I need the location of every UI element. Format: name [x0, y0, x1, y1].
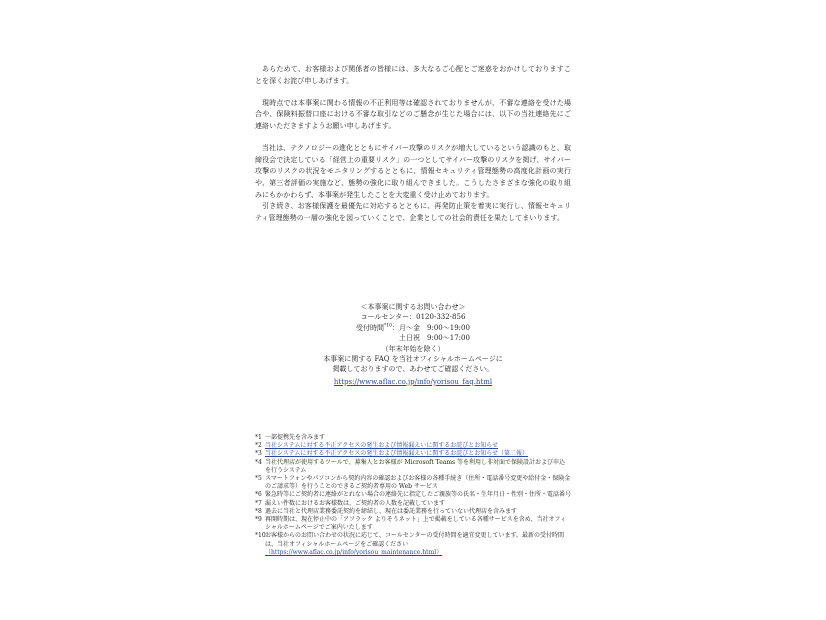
maintenance-link[interactable]: （https://www.aflac.co.jp/info/yorisou_maintenance.html） — [265, 548, 443, 556]
body-text — [255, 64, 571, 224]
hours-note: （年末年始を除く） — [381, 344, 445, 353]
footnote-item: *5 スマートフォンやパソコンから契約内容の確認およびお客様の各種手続き（住所・電話番号変更や給付金・保険金のご請求等）を行うことのできるご契約者専用の Web サービス — [255, 475, 571, 491]
contact-heading: ＜本事案に関するお問い合わせ＞ — [360, 303, 466, 311]
hours-weekday-text: ：月～金 9:00～19:00 — [392, 323, 470, 332]
footnote-item: *8 過去に当社と代理店業務委託契約を締結し、現在は委託業務を行っていない代理店を含みます — [255, 507, 518, 515]
footnote-item: *9 再開時期は、現在停止中の「アフラック よりそうネット」上で掲載をしている各種サービスを含め、当社オフィシャルホームページでご案内いたします — [255, 516, 566, 532]
contact-section — [255, 302, 571, 387]
footnote-item: *4 当社代理店が使用するツールで、募集人とお客様が Microsoft Teams 等を利用し非対面で保険設計および申込を行うシステム — [255, 458, 566, 474]
faq-note-line2: 掲載しておりますので、あわせてご確認ください。 — [332, 365, 494, 374]
hours-label: 受付時間 — [356, 323, 385, 332]
footnote-text: お客様からのお問い合わせの状況に応じて、コールセンターの受付時間を適宜変更しています。最新の受付時間は、当社オフィシャルホームページをご確認ください — [265, 532, 565, 548]
call-center-number: コールセンター：0120-332-856 — [360, 313, 466, 322]
footnote-item: *2 当社システムに対する不正アクセスの発生および情報漏えいに関するお詫びとお知らせ — [255, 442, 571, 450]
hours-weekday — [356, 323, 470, 333]
footnote-item: *6 緊急時等にご契約者に連絡がとれない場合の連絡先に指定したご親族等の氏名・生年月日・性別・住所・電話番号 — [255, 491, 572, 499]
footnote-item: *3 当社システムに対する不正アクセスの発生および情報漏えいに関するお詫びとお知らせ（第二報） — [255, 450, 571, 458]
paragraph-security-efforts: 当社は、テクノロジーの進化とともにサイバー攻撃のリスクが増大しているという認識のもと、取締役会で決定している「経営上の重要リスク」の一つとしてサイバー攻撃のリスクを掲げ、サイバー攻撃のリスクの状況をモニタリングするとともに、情報セキュリティ管理態勢の高度化計画の実行や、第三者評価の実施など、態勢の強化に取り組んできました。こうしたさまざまな強化の取り組みにもかかわらず、本事案が発生したことを大変重く受け止めております。 — [255, 144, 572, 199]
paragraph-apology: あらためて、お客様および関係者の皆様には、多大なるご心配とご迷惑をおかけしておりますことを深くお詫び申しあげます。 — [255, 65, 571, 85]
footnote-item: *1 一部提携先を含みます — [255, 434, 326, 441]
footnote-item: *7 漏えい件数におけるお客様数は、ご契約者の人数を記載しています — [255, 499, 446, 507]
footnotes — [255, 434, 571, 557]
footnote-link-first-report[interactable]: 当社システムに対する不正アクセスの発生および情報漏えいに関するお詫びとお知らせ — [265, 442, 499, 450]
paragraph-contact-request: 現時点では本事案に関わる情報の不正利用等は確認されておりませんが、不審な連絡を受けた場合や、保険料振替口座における不審な取引などのご懸念が生じた場合には、以下の当社連絡先にご連絡いただきますようお願い申しあげます。 — [255, 98, 571, 130]
hours-weekend: 土日祝 9:00～17:00 — [399, 334, 470, 343]
faq-note-line1: 本事案に関する FAQ を当社オフィシャルホームページに — [323, 355, 503, 364]
paragraph-commitment: 引き続き、お客様保護を最優先に対応するとともに、再発防止策を着実に実行し、情報セキュリティ管理態勢の一層の強化を図っていくことで、企業としての社会的責任を果たしてまいります。 — [255, 202, 571, 222]
faq-link[interactable]: https://www.aflac.co.jp/info/yorisou_faq.html — [333, 377, 493, 386]
hours-footnote-ref: *10 — [384, 323, 393, 329]
hours-block — [356, 323, 470, 344]
footnote-item: *10 お客様からのお問い合わせの状況に応じて、コールセンターの受付時間を適宜変更しています。最新の受付時間は、当社オフィシャルホームページをご確認ください （https://www.aflac.co.jp/info/yorisou_maintenance.html） — [255, 532, 565, 556]
footnote-link-second-report[interactable]: 当社システムに対する不正アクセスの発生および情報漏えいに関するお詫びとお知らせ（第二報） — [265, 450, 529, 458]
